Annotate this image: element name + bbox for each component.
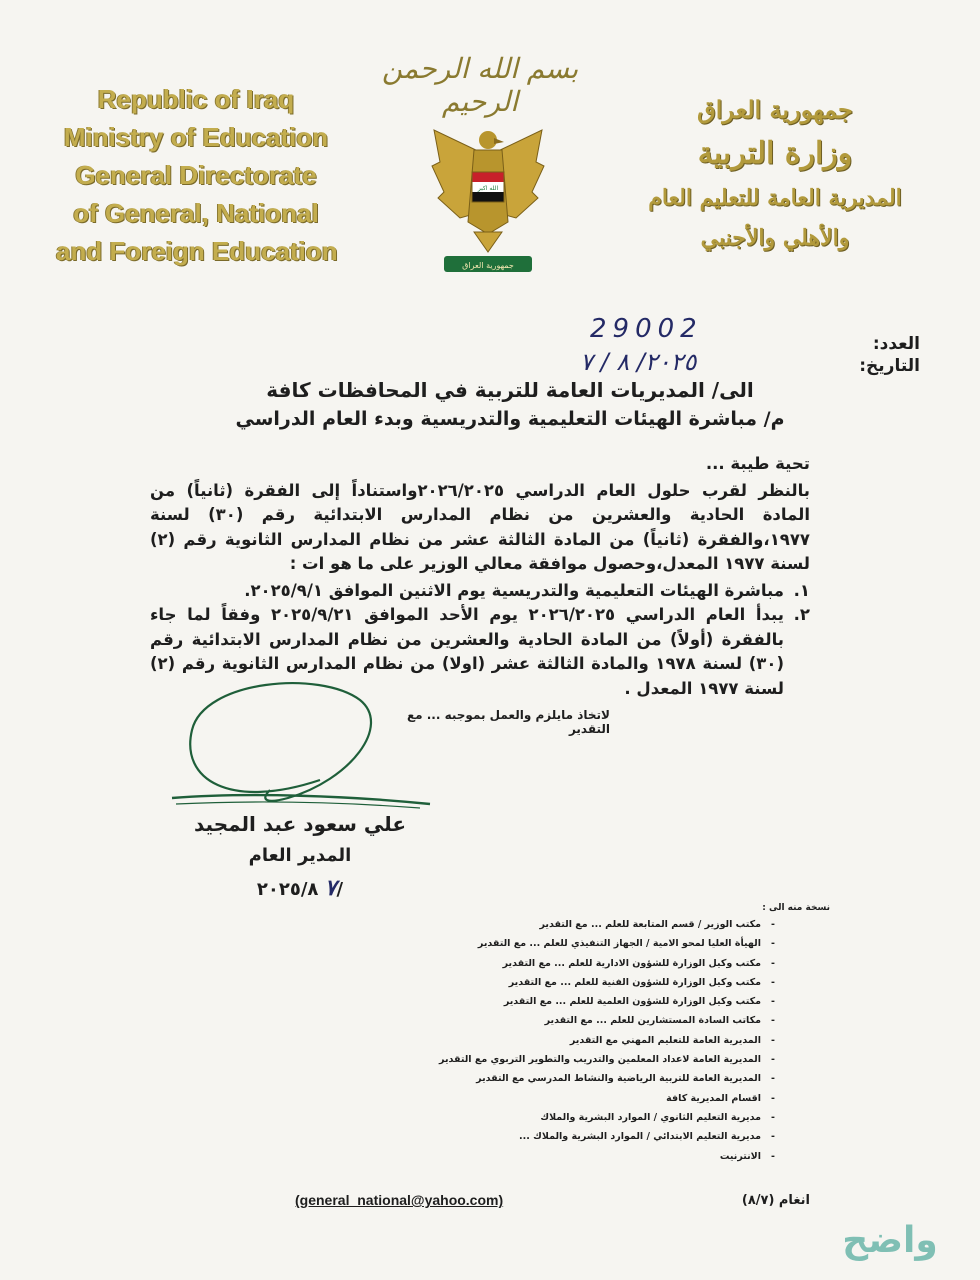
reference-number-value: 29002	[590, 314, 703, 344]
signature-date-prefix: ٢٠٢٥/٨/	[256, 879, 344, 900]
copy-recipient: مكتب وكيل الوزارة للشؤون الادارية للعلم ... مع التقدير	[502, 957, 761, 969]
letterhead-line: Ministry of Education	[63, 122, 329, 152]
list-item: - مكتب وكيل الوزارة للشؤون الفنية للعلم ... مع التقدير	[508, 976, 775, 988]
letterhead-line: وزارة التربية	[697, 136, 853, 171]
copies-list	[430, 915, 775, 1166]
copy-recipient: المديرية العامة للتعليم المهني مع التقدير	[569, 1034, 761, 1046]
basmala: بسم الله الرحمن الرحيم	[381, 52, 579, 118]
letterhead-line: والأهلي والأجنبي	[700, 225, 850, 251]
list-item: - المديرية العامة للتربية الرياضية والنشاط المدرسي مع التقدير	[476, 1073, 775, 1085]
signatory-name: علي سعود عبد المجيد	[194, 812, 406, 836]
subject-line: م/ مباشرة الهيئات التعليمية والتدريسية وبدء العام الدراسي	[235, 408, 785, 430]
watermark-logo: واضح	[842, 1220, 938, 1261]
list-item-text: مباشرة الهيئات التعليمية والتدريسية يوم الاثنين الموافق ٢٠٢٥/٩/١.	[244, 580, 784, 600]
copy-recipient: المديرية العامة لاعداد المعلمين والتدريب والتطوير التربوي مع التقدير	[439, 1054, 761, 1066]
list-item: - مديرية التعليم الابتدائي / الموارد البشرية والملاك ...	[519, 1131, 775, 1143]
copy-recipient: مكتب وكيل الوزارة للشؤون الفنية للعلم ... مع التقدير	[508, 976, 761, 988]
signatory-title: المدير العام	[248, 845, 352, 866]
contact-email-link[interactable]: (general_national@yahoo.com)	[295, 1192, 504, 1208]
list-item: - مكتب وكيل الوزارة للشؤون الادارية للعلم ... مع التقدير	[502, 957, 775, 969]
letterhead-line: المديرية العامة للتعليم العام	[648, 185, 902, 211]
copy-recipient: الهيأة العليا لمحو الامية / الجهاز التنفيذي للعلم ... مع التقدير	[477, 938, 761, 950]
letterhead-line: جمهورية العراق	[697, 95, 853, 124]
letterhead-line: of General, National	[73, 198, 319, 228]
list-item-text: يبدأ العام الدراسي ٢٠٢٦/٢٠٢٥ يوم الأحد الموافق ٢٠٢٥/٩/٢١ وفقاً لما جاء بالفقرة (أولاً) من المادة الحادية والعشرين من نظام المدارس الابتدائية رقم (٣٠) لسنة ١٩٧٨ والمادة الثالثة عشر (اولا) من نظام المدارس الثانوية رقم (٢) لسنة ١٩٧٧ المعدل .	[150, 605, 784, 698]
list-item: - اقسام المديرية كافة	[666, 1092, 775, 1104]
signature-date	[230, 876, 370, 901]
emblem-scroll-text: جمهورية العراق	[462, 261, 514, 270]
copy-recipient: المديرية العامة للتربية الرياضية والنشاط المدرسي مع التقدير	[476, 1073, 761, 1085]
copy-recipient: مديرية التعليم الثانوي / الموارد البشرية والملاك	[540, 1111, 761, 1123]
arabic-letterhead	[640, 90, 910, 258]
addressee-line: الى/ المديريات العامة للتربية في المحافظات كافة	[266, 378, 754, 402]
reference-date-row	[580, 348, 920, 382]
greeting: تحية طيبة ...	[705, 454, 810, 473]
list-item: - الانترنيت	[719, 1150, 775, 1162]
english-letterhead	[56, 80, 336, 270]
svg-text:الله اكبر: الله اكبر	[477, 185, 499, 192]
body-intro: بالنظر لقرب حلول العام الدراسي ٢٠٢٦/٢٠٢٥واستناداً إلى الفقرة (ثانياً) من المادة الحادية والعشرين من نظام المدارس الابتدائية رقم (٣٠) لسنة ١٩٧٧،والفقرة (ثانياً) من المادة الثالثة عشر من نظام المدارس الثانوية رقم (٢) لسنة ١٩٧٧ المعدل،وحصول موافقة معالي الوزير على ما هو ات :	[150, 480, 811, 573]
list-item-number: ١.	[793, 580, 810, 600]
letterhead-line: and Foreign Education	[56, 236, 338, 266]
list-item: - مكاتب السادة المستشارين للعلم ... مع التقدير	[544, 1015, 775, 1027]
list-item: - الهيأة العليا لمحو الامية / الجهاز التنفيذي للعلم ... مع التقدير	[477, 938, 775, 950]
copy-recipient: مكتب وكيل الوزارة للشؤون العلمية للعلم ... مع التقدير	[503, 996, 761, 1008]
list-item: - مكتب وكيل الوزارة للشؤون العلمية للعلم ... مع التقدير	[503, 996, 775, 1008]
reference-date-value: ٢٠٢٥/ ٨ / ٧	[580, 348, 697, 376]
reference-date-label: التاريخ:	[859, 356, 920, 376]
list-item: - المديرية العامة لاعداد المعلمين والتدريب والتطوير التربوي مع التقدير	[439, 1054, 775, 1066]
list-item: - المديرية العامة للتعليم المهني مع التقدير	[569, 1034, 775, 1046]
copies-title: نسخة منه الى :	[762, 903, 830, 913]
handwritten-signature-icon	[170, 670, 440, 820]
reference-number-row	[590, 314, 920, 354]
copy-recipient: الانترنيت	[719, 1150, 761, 1162]
copy-recipient: اقسام المديرية كافة	[666, 1092, 761, 1104]
list-item: - مديرية التعليم الثانوي / الموارد البشرية والملاك	[540, 1111, 775, 1123]
letterhead-line: Republic of Iraq	[97, 84, 295, 114]
letterhead-line: General Directorate	[75, 160, 317, 190]
list-item	[150, 579, 810, 604]
closing-line: لاتخاذ مايلزم والعمل بموجبه ... مع التقدير	[406, 708, 610, 736]
typist-code: انغام (٨/٧)	[741, 1193, 810, 1208]
list-item-number: ٢.	[793, 605, 810, 624]
iraq-eagle-emblem-icon	[430, 122, 546, 282]
copy-recipient: مكاتب السادة المستشارين للعلم ... مع التقدير	[544, 1015, 761, 1027]
copy-recipient: مديرية التعليم الابتدائي / الموارد البشرية والملاك ...	[519, 1131, 761, 1143]
copy-recipient: مكتب الوزير / قسم المتابعة للعلم ... مع التقدير	[539, 919, 761, 930]
reference-number-label: العدد:	[872, 334, 920, 354]
signature-date-day: ٧	[324, 876, 337, 901]
letter-body	[150, 452, 810, 701]
list-item: - مكتب الوزير / قسم المتابعة للعلم ... مع التقدير	[539, 919, 775, 930]
